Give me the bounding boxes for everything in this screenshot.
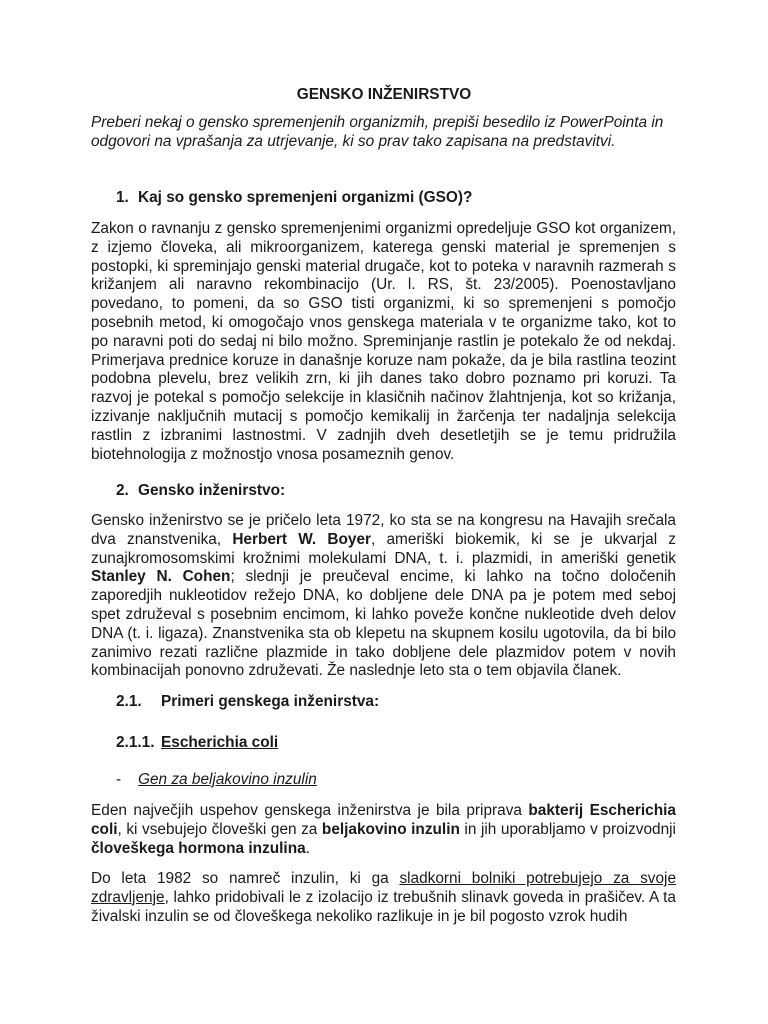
section-2-1-1-heading [116,734,278,753]
ecoli-text-c: , ki vsebujejo človeški gen za [117,820,322,838]
ecoli-text-a: Eden največjih uspehov genskega inženirstva je bila priprava [91,802,529,819]
insulin-1982-paragraph [91,870,676,926]
section-2-1-heading [116,693,379,712]
intro-instructions: Preberi nekaj o gensko spremenjenih organizmih, prepiši besedilo iz PowerPointa in odgovori na vprašanja za utrjevanje, ki so prav tako zapisana na predstavitvi. [91,114,664,150]
section-2-1-number: 2.1. [116,693,142,710]
p1982-underlined: sladkorni bolniki potrebujejo za svoje zdravljenje [91,870,676,906]
section-2-paragraph [91,512,676,681]
section-1-title: Kaj so gensko spremenjeni organizmi (GSO)? [138,189,473,206]
ecoli-paragraph [91,802,676,858]
bullet-dash: - [116,771,122,788]
ecoli-text-d: in jih uporabljamo v proizvodnji [459,820,676,838]
section-1-number: 1. [116,189,129,206]
section-1-paragraph: Zakon o ravnanju z gensko spremenjenimi organizmi opredeljuje GSO kot organizem, z izjemo človeka, ali mikroorganizem, katerega genski material je spremenjen s postopki, ki spreminjajo genski material drugače, kot to poteka v naravnih razmerah s križanjem ali naravno rekombinacijo (Ur. l. RS, št. 23/2005). Poenostavljano povedano, to pomeni, da so GSO tisti organizmi, ki so spremenjeni s pomočjo posebnih metod, ki omogočajo vnos genskega materiala v te organizme tako, kot to po naravni poti do sedaj ni bilo možno. Spreminjanje rastlin je potekalo že od nekdaj. Primerjava prednice koruze in današnje koruze nam pokaže, da je bila rastlina teozint podobna plevelu, brez velikih zrn, ki jih danes tako dobro poznamo pri koruzi. Ta razvoj je potekal s pomočjo selekcije in klasičnih načinov žlahtnjenja, kot so križanja, izzivanje naključnih mutacij s pomočjo kemikalij in žarčenja ter nadaljnja selekcija rastlin z izbranimi lastnostmi. V zadnjih dveh desetletjih se je temu pridružila biotehnologija z možnostjo vnosa posameznih genov. [91,220,676,463]
section-2-1-1-number: 2.1.1. [116,734,155,751]
section-2-text-a: Gensko inženirstvo se je pričelo leta 1972, ko sta se na kongresu na Havajih srečala dva znanstvenika, [91,512,676,548]
section-2-text-c: ; slednji je preučeval encime, ki lahko na točno določenih zaporedjih nukleotidov režejo DNA, ko dobljene dele DNA pa je potem med seboj spet združeval s posebnim encimom, ki lahko poveže končne nukleotide dveh delov DNA (t. i. ligaza). Znanstvenika sta ob klepetu na skupnem kosilu ugotovila, da bi bilo zanimivo rezati različne plazmide in tako dobljene dele plazmidov potem v novih kombinacijah ponovno združevati. Že naslednje leto sta o tem objavila članek. [91,568,676,680]
ecoli-bold-protein: beljakovino inzulin [321,820,460,838]
ecoli-bold-hormone: človeškega hormona inzulina [91,839,306,857]
ecoli-bold-bacteria: bakterij Escherichia coli [91,802,676,838]
section-2-text-b: , ameriški biokemik, ki se je ukvarjal z zunajkromosomskimi krožnimi molekulami DNA, t. i. plazmidi, in ameriški genetik [91,530,676,567]
document-title: GENSKO INŽENIRSTVO [296,86,472,103]
section-1-heading [116,189,472,208]
section-2-1-1-title: Escherichia coli [161,734,279,751]
p1982-text-a: Do leta 1982 so namreč inzulin, ki ga [91,870,400,887]
name-boyer: Herbert W. Boyer [232,530,372,548]
section-2-heading [116,482,285,501]
p1982-text-b: , lahko pridobivali le z izolacijo iz trebušnih slinavk goveda in prašičev. A ta živalski inzulin se od človeškega nekoliko razlikuje in je bil pogosto vzrok hudih [91,888,676,925]
section-2-number: 2. [116,482,129,499]
bullet-item [116,771,317,790]
bullet-text: Gen za beljakovino inzulin [138,771,317,788]
name-cohen: Stanley N. Cohen [91,568,231,586]
ecoli-text-e: . [305,839,310,857]
section-2-title: Gensko inženirstvo: [138,482,286,499]
section-2-1-title: Primeri genskega inženirstva: [161,693,380,710]
